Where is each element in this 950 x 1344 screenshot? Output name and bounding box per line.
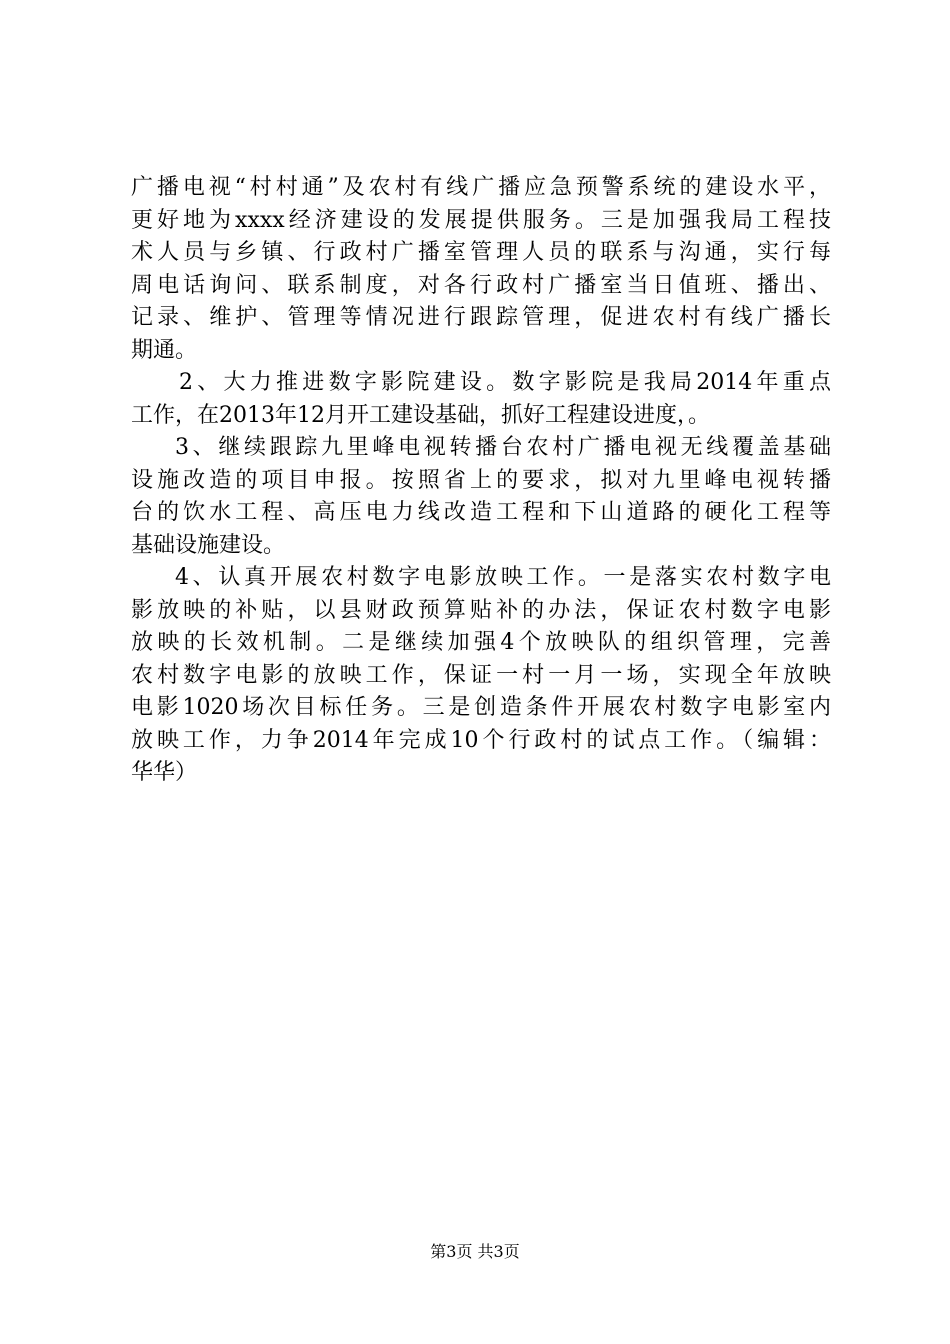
text-line: 台的饮水工程、高压电力线改造工程和下山道路的硬化工程等 xyxy=(131,500,831,525)
paragraph-3-first-line: 3、继续跟踪九里峰电视转播台农村广播电视无线覆盖基础 xyxy=(175,435,831,460)
text-line: 工作，在2013年12月开工建设基础，抓好工程建设进度，。 xyxy=(131,402,710,428)
page-number-footer: 第3页 共3页 xyxy=(430,1242,520,1261)
text-line: 电影1020场次目标任务。三是创造条件开展农村数字电影室内 xyxy=(131,695,831,720)
text-line: 放映的长效机制。二是继续加强4个放映队的组织管理，完善 xyxy=(131,630,831,655)
text-line: 周电话询问、联系制度，对各行政村广播室当日值班、播出、 xyxy=(131,272,831,298)
text-line: 设施改造的项目申报。按照省上的要求，拟对九里峰电视转播 xyxy=(131,467,831,493)
text-line: 记录、维护、管理等情况进行跟踪管理，促进农村有线广播长 xyxy=(131,305,831,330)
paragraph-2-first-line: 2、大力推进数字影院建设。数字影院是我局2014年重点 xyxy=(179,370,831,395)
text-line: 期通。 xyxy=(131,337,198,363)
text-line: 广播电视“村村通”及农村有线广播应急预警系统的建设水平， xyxy=(131,175,831,200)
text-line: 基础设施建设。 xyxy=(131,532,286,558)
text-line: 更好地为xxxx经济建设的发展提供服务。三是加强我局工程技 xyxy=(131,207,831,233)
text-line: 影放映的补贴，以县财政预算贴补的办法，保证农村数字电影 xyxy=(131,597,831,623)
text-line: 华华） xyxy=(131,760,198,785)
text-line: 放映工作，力争2014年完成10个行政村的试点工作。（编辑： xyxy=(131,727,831,753)
text-line: 农村数字电影的放映工作，保证一村一月一场，实现全年放映 xyxy=(131,662,831,688)
document-body xyxy=(131,172,831,790)
text-line: 术人员与乡镇、行政村广播室管理人员的联系与沟通，实行每 xyxy=(131,240,831,265)
paragraph-4-first-line: 4、认真开展农村数字电影放映工作。一是落实农村数字电 xyxy=(175,565,831,590)
